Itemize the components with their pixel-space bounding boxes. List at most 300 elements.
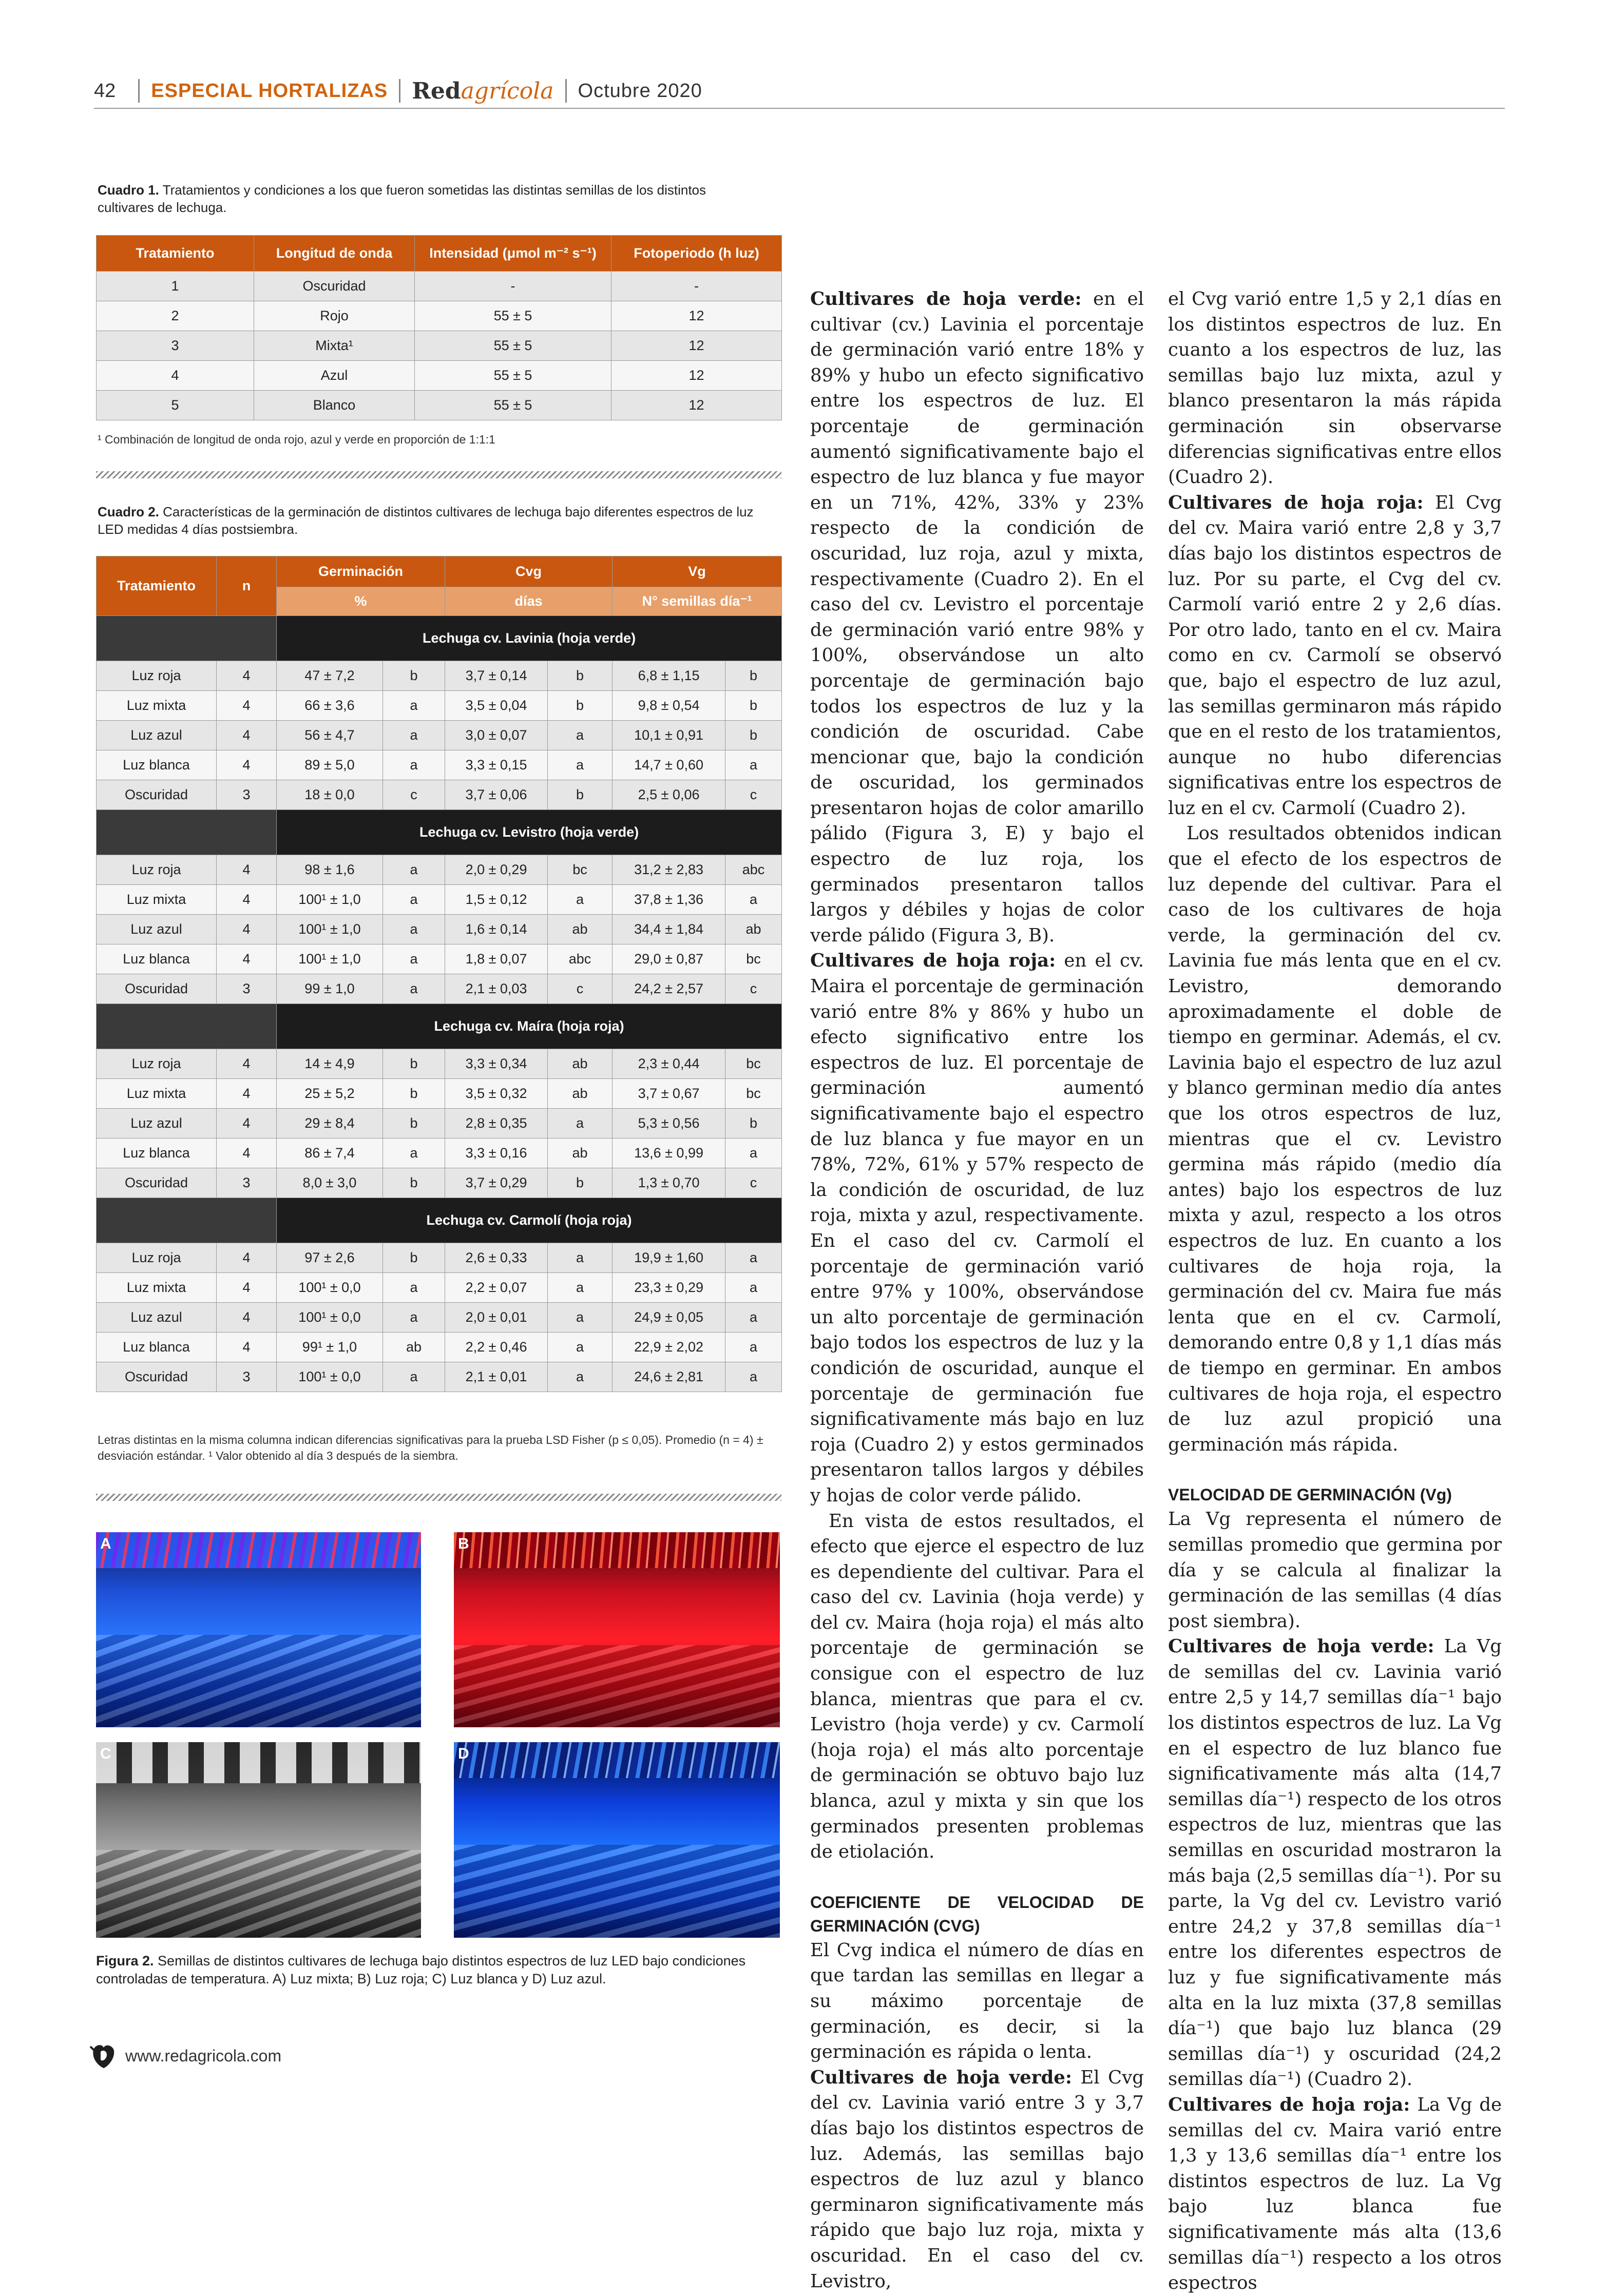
text-column-1 [810,286,1144,2294]
table2-group-row [97,1004,782,1049]
table1-cell: 55 ± 5 [415,331,611,361]
table2-cell: a [548,1243,613,1273]
paragraph [1168,2092,1502,2296]
table2-cell: c [383,780,445,810]
table2-cell: 4 [217,885,277,915]
table2-group-title: Lechuga cv. Levistro (hoja verde) [277,810,782,855]
table2-cell: a [383,885,445,915]
table1-row [97,301,782,331]
table2-cell: 3 [217,1362,277,1392]
table2-cell: a [548,1109,613,1139]
table1-header-cell: Longitud de onda [254,236,415,272]
table2-cell: a [548,1362,613,1392]
table2-cell: 2,2 ± 0,46 [445,1333,548,1362]
table2-cell: a [725,1303,782,1333]
table2-cell: a [383,944,445,974]
table1-caption-text: Tratamientos y condiciones a los que fueron sometidas las distintas semillas de los distintos cultivares de lechuga. [98,182,706,215]
table2-cell: b [383,1243,445,1273]
table1-cell: 12 [611,301,782,331]
figure-caption-label: Figura 2. [96,1953,154,1969]
table1-cell: 12 [611,331,782,361]
table2-caption-text: Características de la germinación de distintos cultivares de lechuga bajo diferentes espectros de luz LED medidas 4 días postsiembra. [98,504,754,537]
table2-cell: Luz roja [97,855,217,885]
table1-cell: 5 [97,391,254,420]
table2-cell: Luz azul [97,721,217,750]
table2-header-cvg: Cvg [445,556,613,587]
table2-cell: a [548,721,613,750]
paragraph: Los resultados obtenidos indican que el efecto de los espectros de luz depende del cultivar. Para el caso de los cultivares de hoja verde, la germinación del cv. Lavinia fue más lenta que en el cv. Levistro, demorando aproximadamente el doble de tiempo en germinar. Además, el cv. Lavinia bajo el espectro de luz azul y blanco germinan medio día antes que los otros espectros de luz, mientras que el cv. Levistro germina más rápido (medio día antes) bajo los espectros de luz mixta y azul, respecto a los otros espectros de luz. En cuanto a los cultivares de hoja roja, la germinación del cv. Maira fue más lenta que en el cv. Carmolí, demorando entre 0,8 y 1,1 días más de tiempo en germinar. En ambos cultivares de hoja roja, el espectro de luz azul propició una germinación más rápida. [1168,823,1502,1455]
figure-caption-text: Semillas de distintos cultivares de lechuga bajo distintos espectros de luz LED bajo condiciones controladas de temperatura. A) Luz mixta; B) Luz roja; C) Luz blanca y D) Luz azul. [96,1953,746,1986]
table2-cell: 4 [217,1109,277,1139]
table1-footnote: ¹ Combinación de longitud de onda rojo, azul y verde en proporción de 1:1:1 [98,433,495,446]
table2 [96,556,782,1392]
table2-cell: c [725,780,782,810]
table2-cell: 2,6 ± 0,33 [445,1243,548,1273]
table2-cell: 6,8 ± 1,15 [613,661,725,691]
table2-cell: Oscuridad [97,780,217,810]
table2-cell: a [383,750,445,780]
table2-cell: 98 ± 1,6 [277,855,383,885]
table2-cell: ab [548,915,613,944]
table2-cell: 2,5 ± 0,06 [613,780,725,810]
table2-cell: 99¹ ± 1,0 [277,1333,383,1362]
table1-cell: Mixta¹ [254,331,415,361]
table2-cell: 2,0 ± 0,01 [445,1303,548,1333]
table2-group-title: Lechuga cv. Maíra (hoja roja) [277,1004,782,1049]
table2-cell: abc [548,944,613,974]
table2-cell: 31,2 ± 2,83 [613,855,725,885]
spacer [1168,1457,1502,1483]
table2-cell: 3,7 ± 0,67 [613,1079,725,1109]
table2-cell: 24,6 ± 2,81 [613,1362,725,1392]
table2-cell: 4 [217,721,277,750]
table1-caption-label: Cuadro 1. [98,182,159,198]
table2-header-n: n [217,556,277,616]
table2-cell: 24,2 ± 2,57 [613,974,725,1004]
table2-cell: 18 ± 0,0 [277,780,383,810]
table2-group-spacer [97,1198,277,1243]
table2-cell: 4 [217,750,277,780]
table2-cell: 3 [217,1168,277,1198]
table2-cell: 100¹ ± 1,0 [277,944,383,974]
table2-cell: 3,7 ± 0,06 [445,780,548,810]
led-strips [454,1532,780,1568]
table2-row [97,944,782,974]
page-number: 42 [94,80,116,102]
table1-cell: 2 [97,301,254,331]
table2-row [97,1243,782,1273]
table2-cell: 3,5 ± 0,32 [445,1079,548,1109]
section-heading-vg: VELOCIDAD DE GERMINACIÓN (Vg) [1168,1485,1452,1504]
table2-cell: 22,9 ± 2,02 [613,1333,725,1362]
section-title: ESPECIAL HORTALIZAS [151,80,388,102]
table2-cell: 1,5 ± 0,12 [445,885,548,915]
table2-cell: 100¹ ± 0,0 [277,1362,383,1392]
table2-cell: 3,3 ± 0,16 [445,1139,548,1168]
table2-cell: a [383,855,445,885]
table1-cell: Oscuridad [254,272,415,301]
table1-cell: Rojo [254,301,415,331]
brand-logo [412,78,553,104]
table2-cell: 47 ± 7,2 [277,661,383,691]
table1-row [97,331,782,361]
table2-cell: bc [548,855,613,885]
table2-cell: b [548,691,613,721]
table2-cell: b [383,1049,445,1079]
table2-row [97,1049,782,1079]
table2-cell: b [383,1168,445,1198]
led-strips [454,1742,780,1778]
table2-cell: 3 [217,780,277,810]
table1-row [97,272,782,301]
table2-cell: b [548,1168,613,1198]
table2-cell: 4 [217,1333,277,1362]
table2-group-row [97,810,782,855]
table2-cell: a [383,1273,445,1303]
table2-cell: b [725,1109,782,1139]
table2-cell: 5,3 ± 0,56 [613,1109,725,1139]
paragraph-text: en el cv. Maira el porcentaje de germinación varió entre 8% y 86% y hubo un efecto significativo entre los espectros de luz. El porcentaje de germinación aumentó significativamente bajo el espectro de luz blanca y fue mayor en un 78%, 72%, 61% y 57% respecto de la condición de oscuridad, de luz roja, mixta y azul, respectivamente. En el caso del cv. Carmolí el porcentaje de germinación varió entre 97% y 100%, observándose un alto porcentaje de germinación bajo todos los espectros de luz y la condición de oscuridad, aunque el porcentaje de germinación fue significativamente más bajo en luz roja (Cuadro 2) y estos germinados presentaron tallos largos y débiles y hojas de color verde pálido. [810,950,1144,1506]
paragraph-text: El Cvg del cv. Maira varió entre 2,8 y 3,7 días bajo los distintos espectros de luz. Por su parte, el Cvg del cv. Carmolí varió entre 2 y 2,6 días. Por otro lado, tanto en el cv. Maira como en cv. Carmolí se observó que, bajo el espectro de luz azul, las semillas germinaron más rápido que en el resto de los tratamientos, aunque no hubo diferencias significativas entre los espectros de luz en el cv. Carmolí (Cuadro 2). [1168,492,1502,819]
section-heading-cvg: COEFICIENTE DE VELOCIDAD DE GERMINACIÓN (CVG) [810,1893,1144,1935]
table2-cell: ab [383,1333,445,1362]
table2-cell: Luz azul [97,1303,217,1333]
table1-row [97,361,782,391]
table2-cell: abc [725,855,782,885]
table1-cell: Azul [254,361,415,391]
table2-cell: c [548,974,613,1004]
table2-cell: 4 [217,915,277,944]
table2-cell: b [725,691,782,721]
table2-cell: b [548,661,613,691]
table2-group-spacer [97,616,277,661]
table2-cell: a [383,974,445,1004]
photo-a-mixed-light [96,1532,421,1727]
table2-cell: 29 ± 8,4 [277,1109,383,1139]
table2-cell: 4 [217,1303,277,1333]
table2-group-row [97,616,782,661]
table2-cell: 3,7 ± 0,14 [445,661,548,691]
table2-row [97,780,782,810]
table2-group-spacer [97,810,277,855]
photo-label: C [100,1745,111,1762]
table2-cell: 8,0 ± 3,0 [277,1168,383,1198]
table2-cell: b [383,1109,445,1139]
table1-header-row [97,236,782,272]
table2-cell: b [725,661,782,691]
table2-cell: 24,9 ± 0,05 [613,1303,725,1333]
table2-unit-cvg: días [445,587,613,616]
table2-cell: a [725,1362,782,1392]
section-divider [96,1494,781,1501]
table2-cell: b [383,1079,445,1109]
table2-unit-vg: N° semillas día⁻¹ [613,587,782,616]
table2-cell: 4 [217,1273,277,1303]
section-divider [96,471,781,478]
table2-header-vg: Vg [613,556,782,587]
table1-cell: 55 ± 5 [415,361,611,391]
table2-cell: 37,8 ± 1,36 [613,885,725,915]
photo-label: A [100,1535,111,1552]
seed-trays [96,1635,421,1727]
paragraph-lead: Cultivares de hoja verde: [810,288,1082,310]
spacer [810,1865,1144,1890]
table2-header-tratamiento: Tratamiento [97,556,217,616]
table2-cell: 4 [217,1079,277,1109]
table2-row [97,750,782,780]
table2-cell: a [725,885,782,915]
table2-cell: ab [548,1139,613,1168]
paragraph [810,948,1144,1508]
table1-caption [98,181,744,216]
paragraph [1168,1634,1502,2092]
paragraph [810,2065,1144,2294]
table2-cell: 3 [217,974,277,1004]
table2-cell: ab [548,1079,613,1109]
paragraph: el Cvg varió entre 1,5 y 2,1 días en los distintos espectros de luz. En cuanto a los espectros de luz, las semillas bajo luz mixta, azul y blanco presentaron la más rápida germinación sin observarse diferencias significativas entre ellos (Cuadro 2). [1168,288,1502,488]
header-rule [94,108,1505,109]
table2-cell: a [548,750,613,780]
table2-header-row [97,556,782,587]
table2-cell: a [725,1333,782,1362]
table2-row [97,1303,782,1333]
table2-cell: 97 ± 2,6 [277,1243,383,1273]
table2-cell: b [383,661,445,691]
table2-cell: 100¹ ± 1,0 [277,885,383,915]
table2-cell: Luz azul [97,915,217,944]
table2-cell: Luz mixta [97,1273,217,1303]
table2-cell: Luz roja [97,1243,217,1273]
table2-cell: 89 ± 5,0 [277,750,383,780]
table2-cell: Luz blanca [97,1333,217,1362]
table2-row [97,661,782,691]
table2-cell: 56 ± 4,7 [277,721,383,750]
table2-cell: a [725,1139,782,1168]
table2-cell: 4 [217,691,277,721]
table2-cell: 1,3 ± 0,70 [613,1168,725,1198]
table2-cell: bc [725,944,782,974]
table2-cell: 4 [217,944,277,974]
table1-cell: 12 [611,391,782,420]
table2-cell: 4 [217,661,277,691]
page-header [94,75,1505,107]
table2-cell: a [548,1303,613,1333]
header-divider [399,79,400,103]
table2-row [97,1079,782,1109]
table1 [96,235,782,420]
led-strips [96,1532,421,1568]
table2-cell: a [383,1139,445,1168]
table2-group-row [97,1198,782,1243]
paragraph: El Cvg indica el número de días en que tardan las semillas en llegar a su máximo porcentaje de germinación, es decir, si la germinación es rápida o lenta. [810,1939,1144,2063]
table2-cell: Luz azul [97,1109,217,1139]
table2-row [97,855,782,885]
footer-url[interactable]: www.redagricola.com [125,2046,282,2065]
table2-cell: 3,7 ± 0,29 [445,1168,548,1198]
seed-trays [96,1850,421,1938]
figure-caption [96,1952,779,1988]
table2-cell: 2,1 ± 0,01 [445,1362,548,1392]
paragraph-lead: Cultivares de hoja verde: [1168,1636,1434,1657]
table2-cell: Oscuridad [97,1168,217,1198]
table2-cell: Luz mixta [97,691,217,721]
brand-main: Red [412,78,461,104]
table2-cell: Luz blanca [97,750,217,780]
header-divider [565,79,567,103]
table1-row [97,391,782,420]
table2-cell: 3,3 ± 0,34 [445,1049,548,1079]
table2-cell: bc [725,1079,782,1109]
text-column-2 [1168,286,1502,2296]
table2-cell: ab [725,915,782,944]
table2-header-germinacion: Germinación [277,556,445,587]
table2-cell: Luz mixta [97,885,217,915]
table2-cell: 2,2 ± 0,07 [445,1273,548,1303]
table2-cell: 4 [217,1049,277,1079]
table2-caption-label: Cuadro 2. [98,504,159,519]
table2-unit-germinacion: % [277,587,445,616]
table2-cell: bc [725,1049,782,1079]
table2-cell: 86 ± 7,4 [277,1139,383,1168]
page-footer [88,2040,281,2071]
table1-cell: 3 [97,331,254,361]
table1-header-cell: Intensidad (μmol m⁻² s⁻¹) [415,236,611,272]
paragraph-text: en el cultivar (cv.) Lavinia el porcentaje de germinación varió entre 18% y 89% y hubo un efecto significativo entre los espectros de luz. El porcentaje de germinación aumentó significativamente bajo el espectro de luz blanca y fue mayor en un 71%, 42%, 33% y 23% respecto de la condición de oscuridad, luz roja, azul y mixta, respectivamente (Cuadro 2). En el caso del cv. Levistro el porcentaje de germinación varió entre 98% y 100%, observándose un alto porcentaje de germinación bajo todos los espectros de luz y la condición de oscuridad. Cabe mencionar que, bajo la condición de oscuridad, los germinados presentaron hojas de color amarillo pálido (Figura 3, E) y bajo el espectro de luz roja, los germinados presentaron tallos largos y débiles y hojas de color verde pálido (Figura 3, B). [810,288,1144,946]
table2-cell: 3,0 ± 0,07 [445,721,548,750]
table2-cell: 1,6 ± 0,14 [445,915,548,944]
table2-row [97,1168,782,1198]
paragraph [810,286,1144,948]
table2-cell: Luz roja [97,1049,217,1079]
table2-cell: 2,1 ± 0,03 [445,974,548,1004]
table2-cell: a [548,1333,613,1362]
table1-cell: Blanco [254,391,415,420]
photo-b-red-light [454,1532,780,1727]
table2-row [97,915,782,944]
table2-cell: a [383,691,445,721]
table2-cell: a [383,915,445,944]
table2-cell: a [548,885,613,915]
table1-header-cell: Fotoperiodo (h luz) [611,236,782,272]
table2-cell: 4 [217,1243,277,1273]
table2-cell: a [725,750,782,780]
table2-cell: Oscuridad [97,1362,217,1392]
paragraph-lead: Cultivares de hoja verde: [810,2067,1072,2088]
table2-cell: 1,8 ± 0,07 [445,944,548,974]
table2-cell: 9,8 ± 0,54 [613,691,725,721]
paragraph-lead: Cultivares de hoja roja: [1168,492,1424,513]
paragraph: En vista de estos resultados, el efecto que ejerce el espectro de luz es dependiente del cultivar. Para el caso del cv. Lavinia (hoja verde) y del cv. Maira (hoja roja) el más alto porcentaje de germinación se consigue con el espectro de luz blanca, mientras que para el cv. Levistro (hoja verde) y cv. Carmolí (hoja roja) el más alto porcentaje de germinación se obtuvo bajo luz blanca, azul y mixta y sin que los germinados presenten problemas de etiolación. [810,1510,1144,1863]
table2-row [97,721,782,750]
table2-footnote: Letras distintas en la misma columna indican diferencias significativas para la prueba LSD Fisher (p ≤ 0,05). Promedio (n = 4) ± desviación estándar. ¹ Valor obtenido al día 3 después de la siembra. [98,1433,763,1462]
table2-cell: a [725,1273,782,1303]
photo-label: B [458,1535,469,1552]
table2-cell: 2,3 ± 0,44 [613,1049,725,1079]
table2-cell: 19,9 ± 1,60 [613,1243,725,1273]
paragraph-text: La Vg de semillas del cv. Maira varió entre 1,3 y 13,6 semillas día⁻¹ entre los distintos espectros de luz. La Vg bajo luz blanca fue significativamente más alta (13,6 semillas día⁻¹) respecto a los otros espectros [1168,2094,1502,2294]
table2-cell: 10,1 ± 0,91 [613,721,725,750]
header-divider [138,79,140,103]
table2-cell: 3,5 ± 0,04 [445,691,548,721]
table2-cell: 34,4 ± 1,84 [613,915,725,944]
table1-cell: - [611,272,782,301]
table2-row [97,691,782,721]
table2-cell: Luz blanca [97,944,217,974]
table2-row [97,1109,782,1139]
table2-cell: b [548,780,613,810]
table2-cell: 4 [217,855,277,885]
table2-row [97,885,782,915]
table2-cell: 100¹ ± 0,0 [277,1303,383,1333]
table2-cell: 2,0 ± 0,29 [445,855,548,885]
photo-d-blue-light [454,1742,780,1938]
photo-c-white-light [96,1742,421,1938]
paragraph-lead: Cultivares de hoja roja: [810,950,1056,972]
table1-cell: 1 [97,272,254,301]
table2-cell: 66 ± 3,6 [277,691,383,721]
seed-trays [454,1645,780,1727]
brand-accent: agrícola [461,78,554,104]
table2-row [97,1273,782,1303]
table2-cell: 100¹ ± 0,0 [277,1273,383,1303]
issue-date: Octubre 2020 [578,80,702,102]
paragraph-lead: Cultivares de hoja roja: [1168,2094,1410,2115]
paragraph-text: El Cvg del cv. Lavinia varió entre 3 y 3,7 días bajo los distintos espectros de luz. Además, las semillas bajo espectros de luz azul y blanco germinaron significativamente más rápido que bajo luz roja, mixta y oscuridad. En el caso del cv. Levistro, [810,2067,1144,2292]
table1-cell: 12 [611,361,782,391]
table2-cell: Oscuridad [97,974,217,1004]
table2-cell: 23,3 ± 0,29 [613,1273,725,1303]
table2-cell: 25 ± 5,2 [277,1079,383,1109]
table2-cell: Luz roja [97,661,217,691]
table2-cell: a [383,1303,445,1333]
table2-cell: Luz blanca [97,1139,217,1168]
table2-cell: Luz mixta [97,1079,217,1109]
paragraph-text: La Vg de semillas del cv. Lavinia varió entre 2,5 y 14,7 semillas día⁻¹ bajo los distintos espectros de luz. La Vg en el espectro de luz blanco fue significativamente más alta (14,7 semillas día⁻¹) respecto de los otros espectros de luz, mientras que las semillas en oscuridad mostraron la más baja (2,5 semillas día⁻¹). Por su parte, la Vg del cv. Levistro varió entre 24,2 y 37,8 semillas día⁻¹ entre los diferentes espectros de luz y fue significativamente más alta en la luz mixta (37,8 semillas día⁻¹) que bajo luz blanca (29 semillas día⁻¹) y oscuridad (24,2 semillas día⁻¹) (Cuadro 2). [1168,1636,1502,2090]
table2-cell: ab [548,1049,613,1079]
table2-cell: a [383,721,445,750]
table2-row [97,1333,782,1362]
table1-cell: - [415,272,611,301]
table2-cell: c [725,974,782,1004]
redagricola-logo-icon [88,2040,119,2071]
photo-label: D [458,1745,469,1762]
table2-caption [98,503,780,538]
table2-cell: 4 [217,1139,277,1168]
table2-cell: b [725,721,782,750]
table2-row [97,1139,782,1168]
table1-cell: 4 [97,361,254,391]
paragraph [1168,490,1502,821]
table2-cell: 3,3 ± 0,15 [445,750,548,780]
led-strips [96,1742,421,1783]
table2-cell: c [725,1168,782,1198]
table2-cell: a [383,1362,445,1392]
seed-trays [454,1845,780,1938]
table2-cell: 14 ± 4,9 [277,1049,383,1079]
table2-cell: a [548,1273,613,1303]
table2-row [97,1362,782,1392]
table2-cell: a [725,1243,782,1273]
table2-cell: 14,7 ± 0,60 [613,750,725,780]
table2-cell: 13,6 ± 0,99 [613,1139,725,1168]
table1-cell: 55 ± 5 [415,301,611,331]
table1-cell: 55 ± 5 [415,391,611,420]
paragraph: La Vg representa el número de semillas promedio que germina por día y se calcula al finalizar la germinación de las semillas (4 días post siembra). [1168,1509,1502,1632]
table2-group-title: Lechuga cv. Lavinia (hoja verde) [277,616,782,661]
table2-group-spacer [97,1004,277,1049]
table2-row [97,974,782,1004]
table1-header-cell: Tratamiento [97,236,254,272]
